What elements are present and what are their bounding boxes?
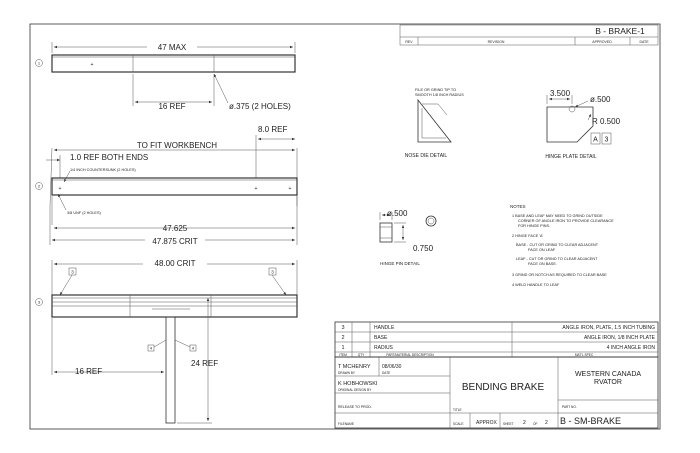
designer-name: K HOBHOWSKI	[338, 381, 378, 387]
hinge-plate-detail	[545, 89, 620, 160]
scale-label: SCALE	[453, 422, 464, 426]
note-4: 4 WELD HANDLE TO LEAF	[512, 283, 560, 287]
svg-text:A: A	[593, 136, 598, 144]
dim-47625: 47.625	[162, 224, 188, 233]
part-no-label: PART NO.	[562, 405, 577, 409]
dim-16-ref-handle: 16 REF	[75, 367, 103, 376]
svg-text:+: +	[90, 62, 94, 68]
nose-note-line1: FILE OR GRIND TIP TO	[415, 88, 457, 92]
to-fit-workbench: TO FIT WORKBENCH	[136, 141, 218, 150]
sheet-value: 2	[523, 420, 526, 426]
notes	[510, 204, 614, 287]
view-base	[46, 125, 297, 246]
part-2-item: 2	[341, 335, 345, 341]
hinge-plate-label: HINGE PLATE DETAIL	[545, 154, 597, 160]
revision-col-label: REVISION	[487, 40, 505, 44]
part-2-material: ANGLE IRON, 1/8 INCH PLATE	[583, 335, 655, 341]
part-1-material: 4 INCH ANGLE IRON	[606, 345, 655, 351]
hdr-mat: MAT'L SPEC	[574, 353, 594, 357]
note-2b: FACE ON LEAF	[528, 248, 556, 252]
date-value: 08/06/30	[382, 364, 402, 370]
pin-length: 0.750	[413, 244, 434, 253]
dim-16-ref: 16 REF	[158, 102, 186, 111]
date-col-label: DATE	[639, 40, 649, 44]
nose-die-label: NOSE DIE DETAIL	[404, 153, 448, 159]
note-1b: CORNER OF ANGLE IRON TO PROVIDE CLEARANCE	[518, 219, 614, 223]
hinge-pin-label: HINGE PIN DETAIL	[380, 261, 420, 266]
approved-col-label: APPROVED	[592, 40, 612, 44]
drawing-title: BENDING BRAKE	[461, 382, 545, 393]
release-label: RELEASE TO PROD.	[338, 405, 372, 409]
nose-die-detail	[405, 88, 464, 159]
svg-text:+: +	[254, 186, 258, 192]
unf-note: 3/8 UNF (2 HOLES)	[67, 211, 101, 215]
note-2: 2 HINGE FACE 'A'	[512, 234, 544, 238]
hdr-item: ITEM	[339, 353, 347, 357]
part-3-item: 3	[341, 325, 345, 331]
note-2c: LEAF - CUT OR GRIND TO CLEAR ADJACENT	[516, 257, 598, 261]
company-line-1: WESTERN CANADA	[574, 371, 642, 378]
dim-47-max: 47 MAX	[157, 43, 187, 52]
svg-text:3: 3	[604, 136, 609, 144]
pin-dia: ø.500	[387, 209, 408, 218]
note-2d: FACE ON BASE.	[528, 262, 557, 266]
svg-text:+: +	[58, 186, 62, 192]
drawing-number: B - SM-BRAKE	[560, 416, 622, 426]
svg-text:3: 3	[71, 269, 74, 275]
dim-hinge-dia: ø.500	[590, 95, 611, 104]
hinge-pin-end	[426, 216, 436, 226]
svg-text:+: +	[288, 186, 292, 192]
dim-1-ref-both-ends: 1.0 REF BOTH ENDS	[70, 153, 149, 162]
hinge-pin-side	[380, 223, 392, 242]
rev-col-label: REV	[405, 40, 413, 44]
hinge-pin-detail	[380, 209, 436, 266]
drawn-by-label: DRAWN BY	[338, 371, 356, 375]
svg-text:3: 3	[37, 299, 41, 305]
svg-text:1: 1	[37, 60, 41, 66]
hdr-desc: PART/MATERIAL DESCRIPTION	[386, 353, 434, 357]
title-label: TITLE	[453, 408, 462, 412]
date-label: DATE	[382, 371, 391, 375]
part-1-desc: RADIUS	[374, 345, 393, 351]
svg-text:4: 4	[149, 345, 153, 351]
svg-text:2: 2	[37, 183, 41, 189]
dim-47875-crit: 47.875 CRIT	[152, 237, 198, 246]
view-leaf-handle	[52, 258, 297, 423]
company-line-2: RVATOR	[594, 379, 622, 386]
notes-heading: NOTES	[510, 204, 526, 209]
filename-label: FILENAME	[338, 422, 354, 426]
view-radius	[52, 41, 295, 111]
countersunk-note: 1/4 INCH COUNTERSUNK (2 HOLES)	[70, 168, 136, 172]
title-block	[335, 357, 658, 428]
part-1-item: 1	[341, 345, 345, 351]
part-2-desc: BASE	[374, 335, 388, 341]
nose-note-line2: SMOOTH 1/8 INCH RADIUS	[415, 93, 464, 97]
part-3-material: ANGLE IRON, PLATE, 1.5 INCH TUBING	[562, 325, 655, 331]
designer-label: ORIGINAL DESIGN BY	[338, 388, 372, 392]
note-1a: 1 BASE AND LEAF MAY NEED TO GRIND OUTSIDE	[512, 214, 603, 218]
note-2a: BASE - CUT OR GRIND TO CLEAR ADJACENT	[516, 243, 599, 247]
of-label: OF	[533, 422, 538, 426]
note-1c: FOR HINGE PINS.	[518, 224, 551, 228]
of-value: 2	[545, 420, 548, 426]
sheet-label: SHEET	[503, 422, 514, 426]
dim-radius: R 0.500	[592, 117, 621, 126]
dim-8-ref: 8.0 REF	[258, 125, 288, 134]
hdr-qty: QTY	[357, 353, 365, 357]
scale-value: APPROX	[476, 420, 497, 426]
dim-48-crit: 48.00 CRIT	[154, 259, 196, 268]
note-3: 3 GRIND OR NOTCH AS REQUIRED TO CLEAR BASE	[512, 273, 607, 277]
drawing-title-top: B - BRAKE-1	[595, 26, 645, 36]
dim-3500: 3.500	[550, 89, 571, 98]
handle-tube	[166, 317, 175, 423]
svg-text:3: 3	[271, 269, 274, 275]
revision-block	[400, 25, 658, 45]
hole-note: ø.375 (2 HOLES)	[229, 102, 291, 111]
row-markers	[36, 60, 43, 306]
parts-list	[335, 322, 658, 357]
svg-text:4: 4	[191, 345, 195, 351]
dim-24-ref: 24 REF	[191, 359, 219, 368]
drawn-by-name: T MCHENRY	[338, 364, 371, 370]
part-3-desc: HANDLE	[374, 325, 395, 331]
